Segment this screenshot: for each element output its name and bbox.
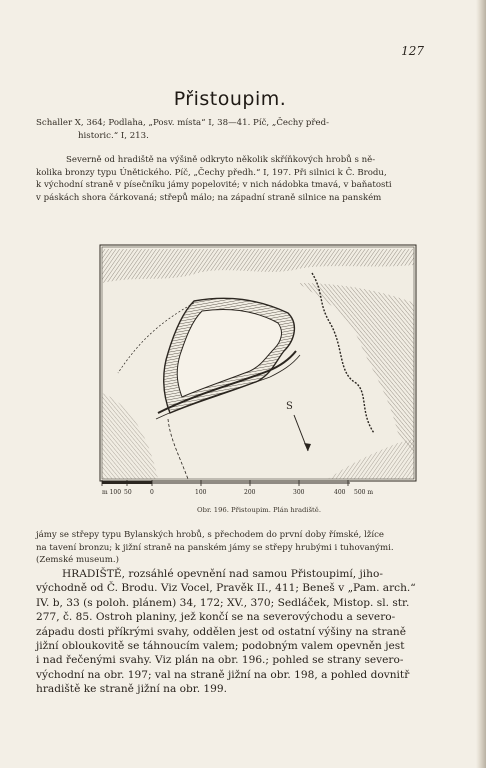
text-line: k východní straně v písečníku jámy popelovité; v nich nádobka tmavá, v baňatosti	[36, 180, 392, 191]
text-line: hradiště ke straně jižní na obr. 199.	[36, 683, 228, 696]
text-line: (Zemské museum.)	[36, 555, 119, 566]
text-line: jámy se střepy typu Bylanských hrobů, s přechodem do první doby římské, lžíce	[36, 530, 384, 540]
figure-caption: Obr. 196. Přistoupim. Plán hradiště.	[197, 506, 321, 514]
intro-paragraph	[36, 154, 428, 204]
north-label: S	[286, 401, 293, 412]
scale-label: 400	[334, 489, 346, 496]
text-line: Severně od hradiště na výšině odkryto několik skříňkových hrobů s ně-	[66, 155, 376, 165]
text-line: i nad řečenými svahy. Viz plán na obr. 196.; pohled se strany severo-	[36, 654, 404, 667]
text-line: IV. b, 33 (s poloh. plánem) 34, 172; XV., 370; Sedláček, Mistop. sl. str.	[36, 596, 410, 609]
text-line: východní na obr. 197; val na straně jižní na obr. 198, a pohled dovnitř	[36, 668, 410, 681]
hillfort-plan-map	[98, 243, 418, 498]
scale-label: 300	[293, 489, 305, 496]
scale-label: 100	[195, 489, 207, 496]
scale-label: 500 m	[354, 489, 374, 496]
scale-label: 0	[150, 489, 154, 496]
references-line: Schaller X, 364; Podlaha, „Posv. místa“ I, 38—41. Píč, „Čechy před-	[36, 118, 330, 128]
text-line: kolika bronzy typu Únětického. Píč, „Čechy předh.“ I, 197. Při silnici k Č. Brodu,	[36, 167, 387, 178]
text-line: v páskách shora čárkovaná; střepů málo; na západní straně silnice na panském	[36, 192, 382, 203]
scale-label: m 100	[102, 489, 122, 496]
scale-bar	[102, 480, 373, 496]
page-gutter-shadow	[476, 0, 486, 768]
text-line: východně od Č. Brodu. Viz Vocel, Pravěk II., 411; Beneš v „Pam. arch.“	[36, 582, 416, 595]
text-line: jižní obloukovitě se táhnoucím valem; podobným valem opevněn jest	[36, 640, 405, 653]
page-number: 127	[401, 44, 424, 58]
continuation-paragraph	[36, 529, 428, 567]
text-line: západu dosti příkrými svahy, oddělen jest od ostatní výšiny na straně	[36, 625, 407, 638]
page-title: Přistoupim.	[173, 88, 287, 110]
text-line: HRADIŠTĚ, rozsáhlé opevnění nad samou Přistoupimí, jiho-	[62, 568, 383, 580]
hradiste-paragraph	[36, 567, 428, 697]
references-block	[36, 117, 428, 142]
text-line: 277, č. 85. Ostroh planiny, jež končí se na severovýchodu a severo-	[36, 611, 396, 624]
scale-label: 50	[124, 489, 132, 496]
scale-label: 200	[244, 489, 256, 496]
references-line: historic.“ I, 213.	[78, 130, 149, 141]
hillfort-plan-figure	[98, 243, 418, 498]
text-line: na tavení bronzu; k jižní straně na panském jámy se střepy hrubými i tuhovanými.	[36, 542, 394, 553]
